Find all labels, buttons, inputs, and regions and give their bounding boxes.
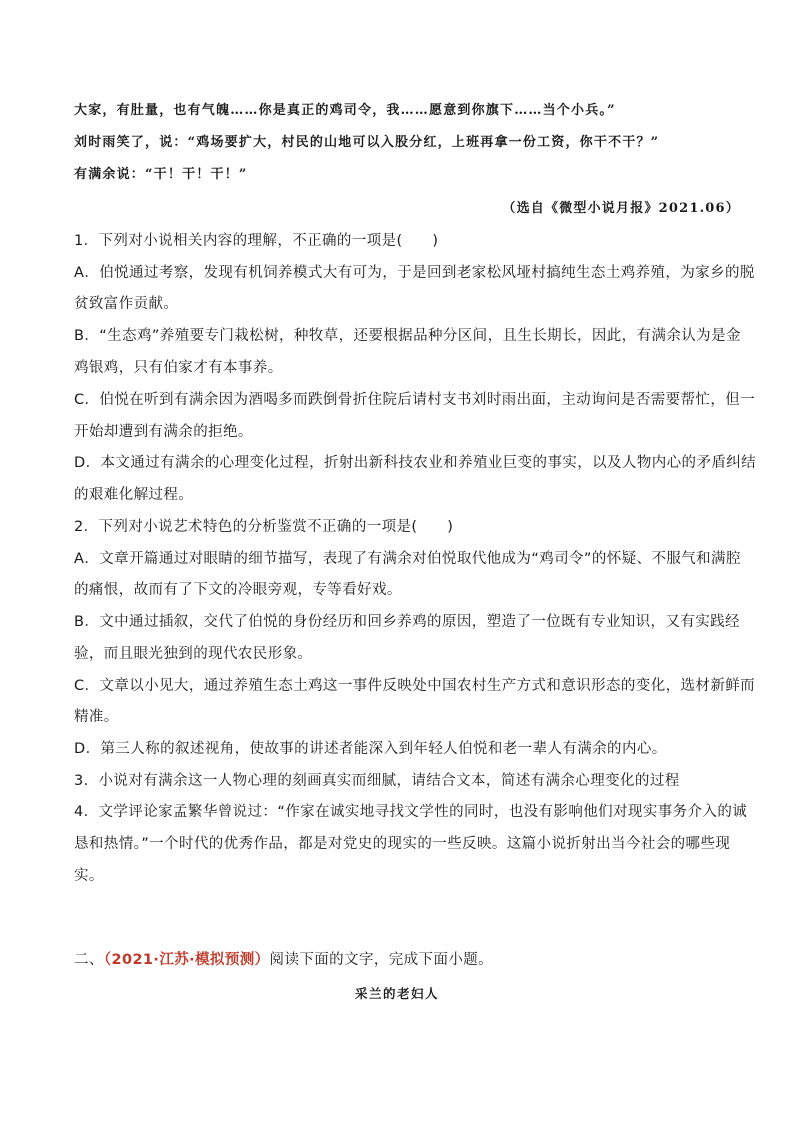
q2-option-c: C．文章以小见大，通过养殖生态土鸡这一事件反映处中国农村生产方式和意识形态的变化，选材新鲜而 bbox=[74, 678, 756, 694]
q2-option-a-cont: 的痛恨，故而有了下文的冷眼旁观，专等看好戏。 bbox=[74, 582, 402, 598]
source-citation: （选自《微型小说月报》2021.06） bbox=[502, 201, 740, 216]
q2-option-c-cont: 精准。 bbox=[74, 709, 119, 725]
q1-option-c: C．伯悦在听到有满余因为酒喝多而跌倒骨折住院后请村支书刘时雨出面，主动询问是否需要帮忙，但一 bbox=[74, 392, 756, 408]
q1-stem: 1．下列对小说相关内容的理解，不正确的一项是( ) bbox=[74, 233, 439, 249]
q1-option-c-cont: 开始却遭到有满余的拒绝。 bbox=[74, 424, 253, 440]
q1-option-d: D．本文通过有满余的心理变化过程，折射出新科技农业和养殖业巨变的事实，以及人物内心的矛盾纠结 bbox=[74, 455, 757, 471]
excerpt-line-1: 大家，有肚量，也有气魄……你是真正的鸡司令，我……愿意到你旗下……当个小兵。” bbox=[74, 103, 616, 118]
q2-option-b-cont: 验，而且眼光独到的现代农民形象。 bbox=[74, 646, 313, 662]
excerpt-line-3: 有满余说：“干！干！干！” bbox=[74, 167, 248, 182]
q4-stem-end: 实。 bbox=[74, 868, 104, 884]
q4-stem: 4．文学评论家孟繁华曾说过：“作家在诚实地寻找文学性的同时，也没有影响他们对现实事务介入的诚 bbox=[74, 804, 748, 820]
section2-heading bbox=[74, 950, 724, 970]
q4-stem-cont: 恳和热情。”一个时代的优秀作品，都是对党史的现实的一些反映。这篇小说折射出当今社会的哪些现 bbox=[74, 836, 731, 852]
q1-option-b-cont: 鸡银鸡，只有伯家才有本事养。 bbox=[74, 360, 283, 376]
section2-tag: （2021·江苏·模拟预测） bbox=[103, 952, 270, 968]
q2-stem: 2．下列对小说艺术特色的分析鉴赏不正确的一项是( ) bbox=[74, 519, 454, 535]
q2-option-d: D．第三人称的叙述视角，使故事的讲述者能深入到年轻人伯悦和老一辈人有满余的内心。 bbox=[74, 741, 667, 757]
q3-stem: 3．小说对有满余这一人物心理的刻画真实而细腻，请结合文本，简述有满余心理变化的过程 bbox=[74, 773, 680, 789]
passage-title: 采兰的老妇人 bbox=[354, 986, 439, 1001]
q2-option-a: A．文章开篇通过对眼睛的细节描写，表现了有满余对伯悦取代他成为“鸡司令”的怀疑、不服气和满腔 bbox=[74, 551, 741, 567]
q2-option-b: B．文中通过插叙，交代了伯悦的身份经历和回乡养鸡的原因，塑造了一位既有专业知识，又有实践经 bbox=[74, 614, 740, 630]
q1-option-a-cont: 贫致富作贡献。 bbox=[74, 296, 179, 312]
section2-prefix: 二、 bbox=[74, 952, 104, 968]
q1-option-a: A．伯悦通过考察，发现有机饲养模式大有可为，于是回到老家松风垭村搞纯生态土鸡养殖，为家乡的脱 bbox=[74, 265, 755, 281]
section2-instruction: 阅读下面的文字，完成下面小题。 bbox=[269, 952, 494, 968]
q1-option-d-cont: 的艰难化解过程。 bbox=[74, 487, 194, 503]
q1-option-b: B．“生态鸡”养殖要专门栽松树，种牧草，还要根据品种分区间，且生长期长，因此，有满余认为是金 bbox=[74, 328, 741, 344]
excerpt-line-2: 刘时雨笑了，说：“鸡场要扩大，村民的山地可以入股分红，上班再拿一份工资，你干不干？” bbox=[74, 135, 660, 150]
